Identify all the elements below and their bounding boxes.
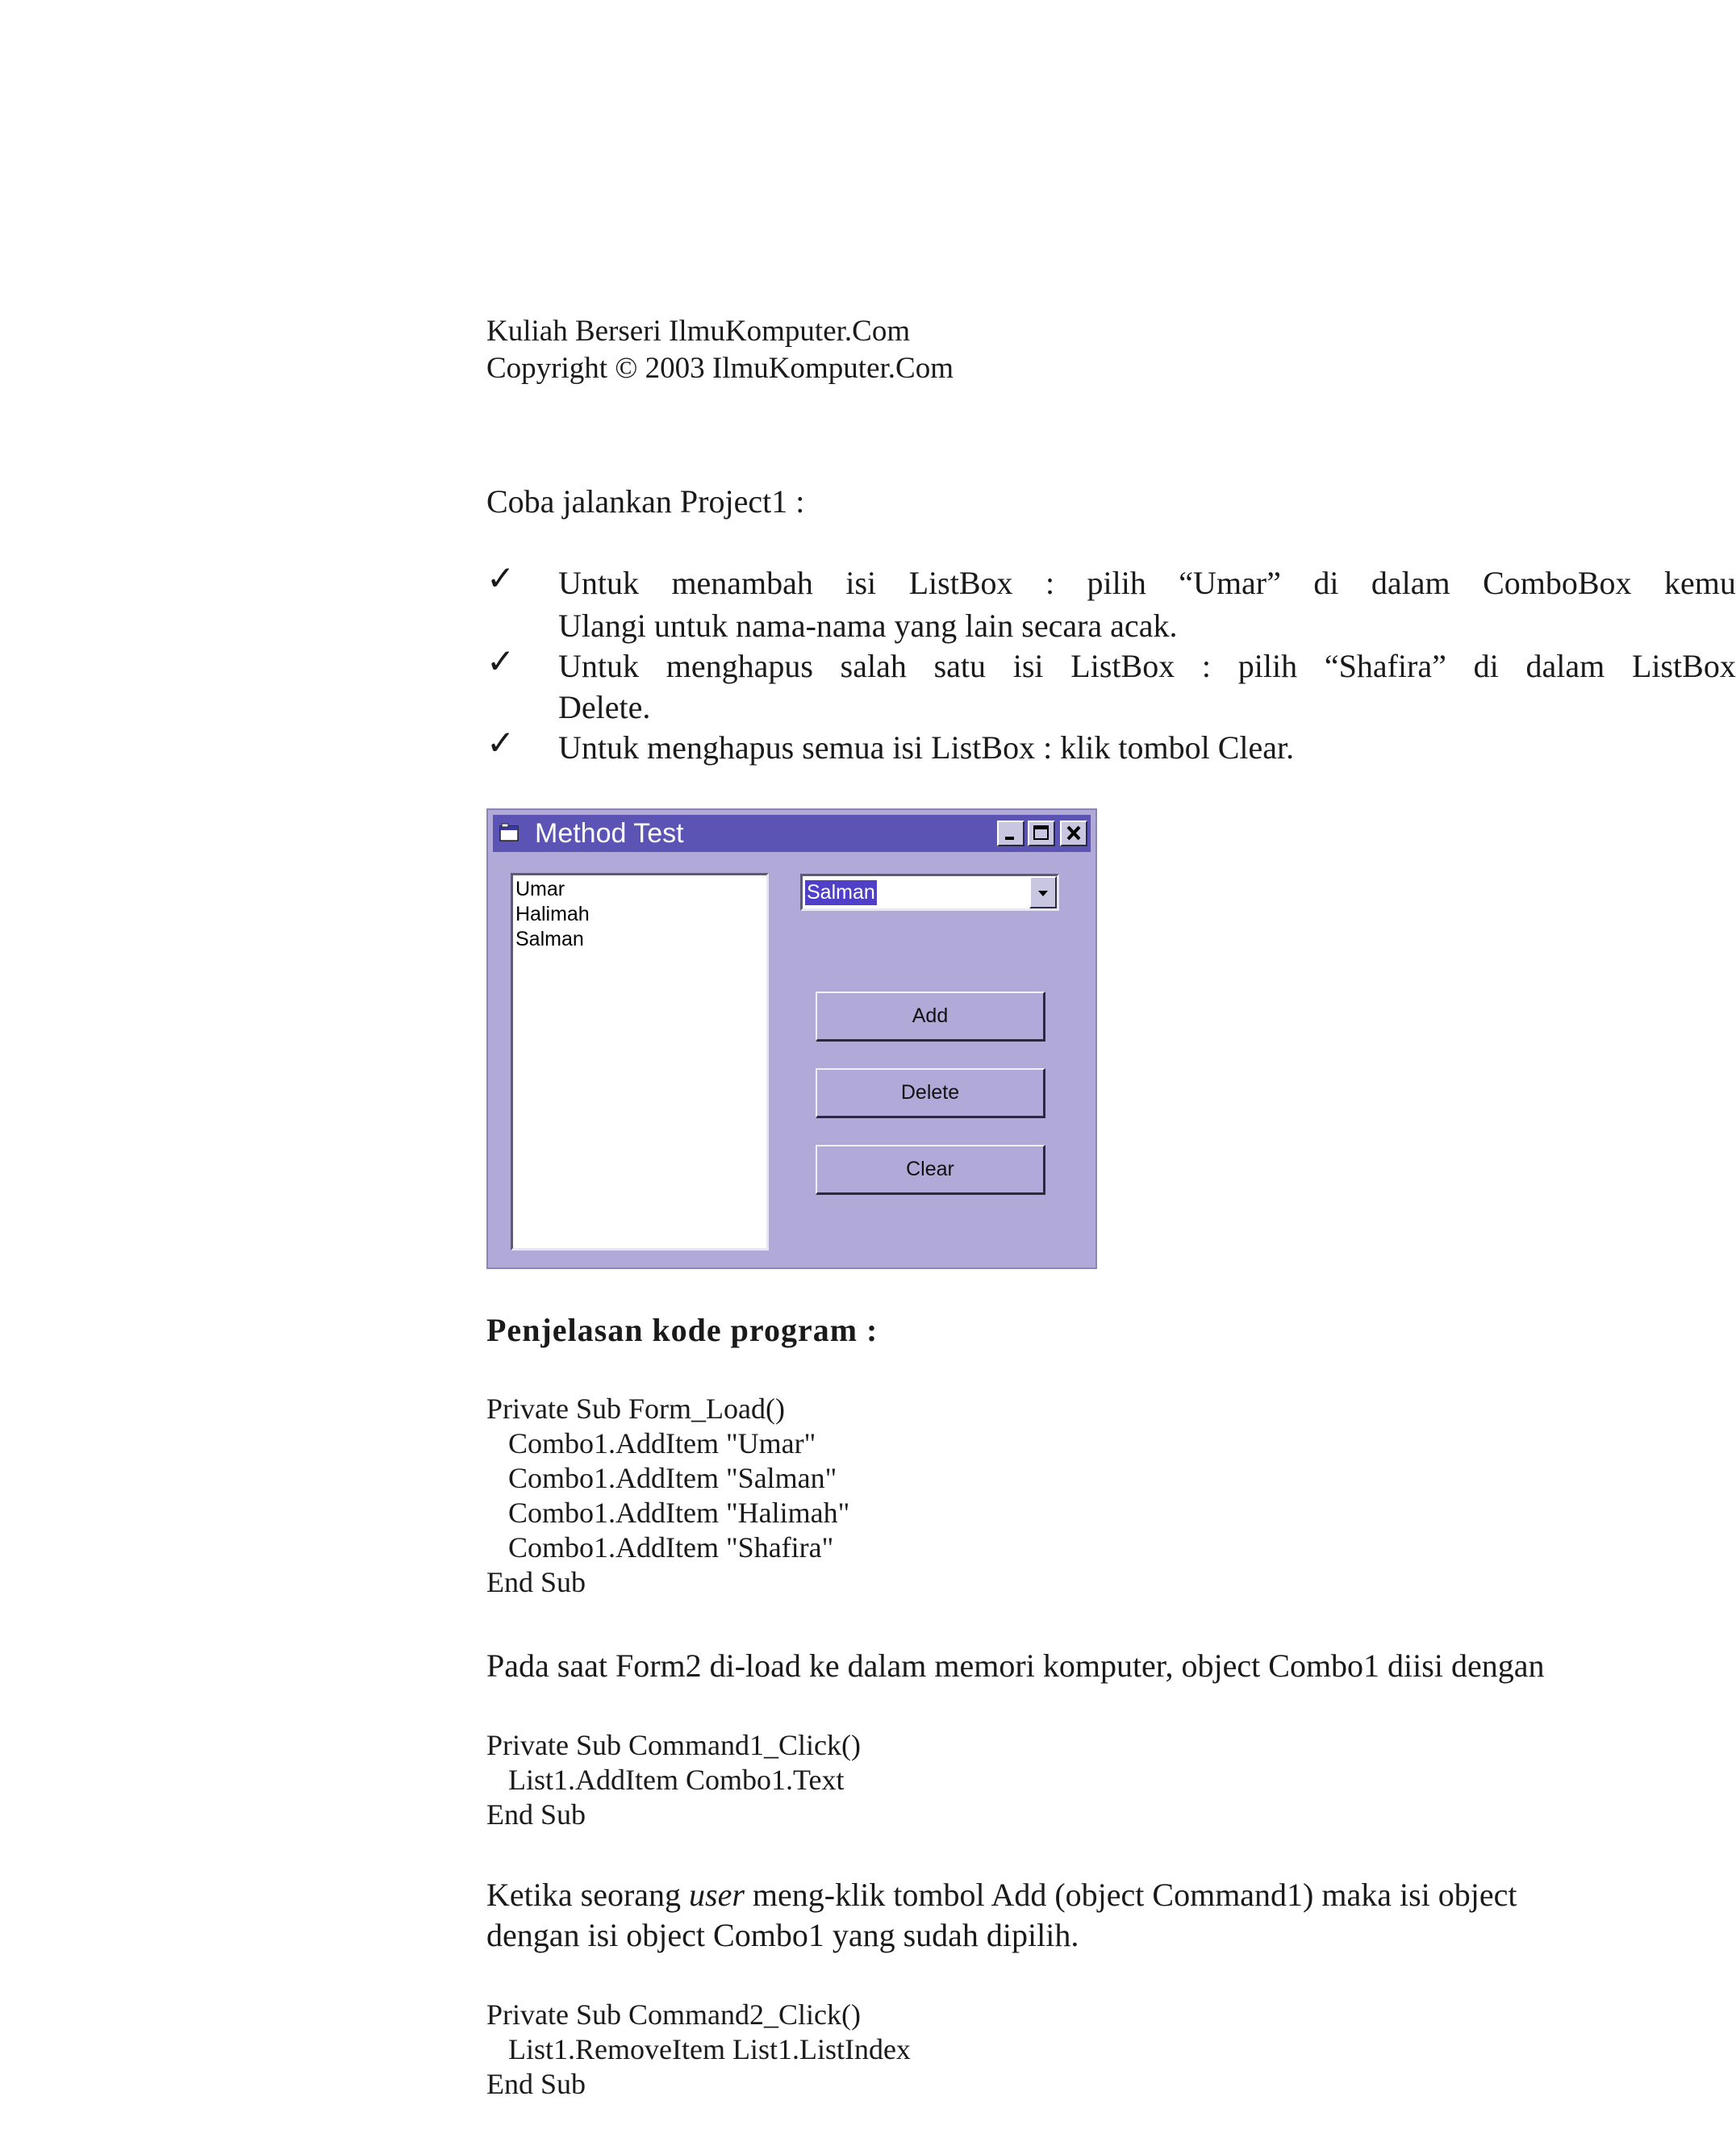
section-heading: Penjelasan kode program :: [486, 1312, 878, 1348]
bullet-word: di: [1313, 565, 1339, 601]
listbox-item[interactable]: Halimah: [515, 903, 590, 925]
bullet-1-line-1: [558, 563, 1736, 603]
header-site-name: Kuliah Berseri IlmuKomputer.Com: [486, 315, 911, 348]
bullet-word: di: [1473, 648, 1499, 684]
paragraph-command1-line-2: dengan isi object Combo1 yang sudah dipilih.: [486, 1917, 1079, 1953]
bullet-word: pilih: [1237, 648, 1298, 684]
close-icon: [1062, 822, 1086, 845]
maximize-icon: [1029, 822, 1054, 845]
listbox-item[interactable]: Umar: [515, 878, 565, 900]
bullet-word: kemu: [1663, 565, 1736, 601]
bullet-2-line-2: Delete.: [558, 689, 651, 725]
bullet-word: ListBox: [908, 565, 1013, 601]
code-line: Combo1.AddItem "Halimah": [486, 1497, 850, 1529]
bullet-1-line-2: Ulangi untuk nama-nama yang lain secara acak.: [558, 608, 1178, 644]
bullet-2-line-1: [558, 646, 1736, 687]
maximize-button[interactable]: [1028, 821, 1055, 846]
code-line: Combo1.AddItem "Salman": [486, 1462, 837, 1494]
code-line: Combo1.AddItem "Umar": [486, 1427, 816, 1459]
clear-button[interactable]: Clear: [816, 1145, 1045, 1195]
bullet-word: isi: [1012, 648, 1044, 684]
bullet-word: :: [1045, 565, 1055, 601]
code-block-command1: [486, 1728, 861, 1832]
code-block-form-load: [486, 1392, 849, 1600]
minimize-icon: [999, 822, 1023, 845]
combobox-dropdown-button[interactable]: [1029, 876, 1057, 908]
bullet-word: Untuk: [558, 648, 639, 684]
window-title: Method Test: [535, 818, 684, 849]
paragraph-text: meng-klik tombol Add (object Command1) maka isi object: [752, 1877, 1517, 1913]
paragraph-form-load: Pada saat Form2 di-load ke dalam memori komputer, object Combo1 diisi dengan: [486, 1647, 1545, 1684]
bullet-word: ListBox: [1070, 648, 1175, 684]
minimize-button[interactable]: [997, 821, 1024, 846]
names-listbox[interactable]: [511, 873, 769, 1251]
code-line: Private Sub Form_Load(): [486, 1393, 785, 1425]
bullet-word: pilih: [1087, 565, 1146, 601]
bullet-word: dalam: [1525, 648, 1605, 684]
window-titlebar: [493, 815, 1091, 852]
dropdown-arrow-icon: [1031, 878, 1055, 907]
bullet-word: :: [1201, 648, 1212, 684]
bullet-word: ComboBox: [1483, 565, 1632, 601]
header-copyright: Copyright © 2003 IlmuKomputer.Com: [486, 352, 954, 385]
add-button[interactable]: Add: [816, 992, 1045, 1042]
close-button[interactable]: [1060, 821, 1087, 846]
bullet-word: dalam: [1371, 565, 1450, 601]
checkmark-icon: ✓: [486, 558, 515, 598]
code-line: List1.RemoveItem List1.ListIndex: [486, 2033, 911, 2065]
intro-text: Coba jalankan Project1 :: [486, 483, 805, 520]
listbox-item[interactable]: Salman: [515, 928, 584, 950]
bullet-word: menghapus: [666, 648, 813, 684]
code-line: List1.AddItem Combo1.Text: [486, 1764, 845, 1796]
bullet-word: isi: [845, 565, 877, 601]
code-line: Private Sub Command2_Click(): [486, 1998, 861, 2031]
delete-button[interactable]: Delete: [816, 1068, 1045, 1118]
bullet-word: satu: [933, 648, 987, 684]
code-line: End Sub: [486, 1566, 586, 1598]
bullet-3-line-1: Untuk menghapus semua isi ListBox : klik tombol Clear.: [558, 729, 1295, 766]
paragraph-text: Ketika seorang: [486, 1877, 682, 1913]
code-line: Combo1.AddItem "Shafira": [486, 1531, 834, 1564]
bullet-word: salah: [840, 648, 907, 684]
combobox-selected-value[interactable]: Salman: [807, 881, 875, 904]
names-combobox[interactable]: [800, 874, 1059, 911]
bullet-word: “Shafira”: [1324, 648, 1446, 684]
checkmark-icon: ✓: [486, 723, 515, 762]
bullet-word: ListBox: [1631, 648, 1736, 684]
code-line: Private Sub Command1_Click(): [486, 1729, 861, 1761]
bullet-word: “Umar”: [1179, 565, 1281, 601]
method-test-window: [486, 808, 1097, 1269]
code-line: End Sub: [486, 1798, 586, 1831]
checkmark-icon: ✓: [486, 641, 515, 681]
bullet-word: Untuk: [558, 565, 639, 601]
code-block-command2: [486, 1998, 911, 2102]
form-icon: [499, 824, 519, 841]
bullet-word: menambah: [671, 565, 813, 601]
code-line: End Sub: [486, 2068, 586, 2100]
paragraph-emphasis: user: [689, 1877, 745, 1913]
paragraph-command1-line-1: [486, 1875, 1517, 1915]
